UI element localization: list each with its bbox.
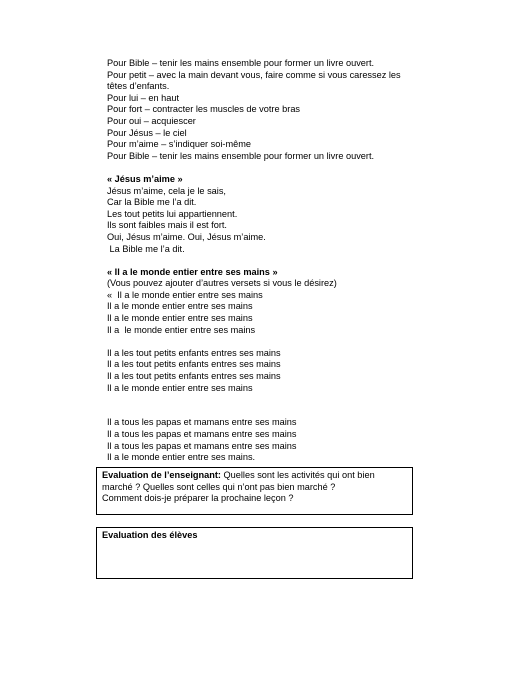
song-line: Il a le monde entier entre ses mains	[107, 313, 253, 324]
document-body	[107, 58, 423, 464]
song-line: Il a le monde entier entre ses mains.	[107, 452, 256, 463]
gesture-list	[107, 58, 423, 162]
gesture-line: Pour Bible – tenir les mains ensemble pour former un livre ouvert.	[107, 58, 375, 68]
song-line: Il a les tout petits enfants entres ses mains	[107, 371, 281, 382]
song-line: Il a les tout petits enfants entres ses mains	[107, 347, 281, 358]
song-title: « Il a le monde entier entre ses mains »	[107, 266, 278, 277]
song-line: Ils sont faibles mais il est fort.	[107, 220, 227, 231]
teacher-evaluation-text: Quelles sont les activités qui ont bien marché ? Quelles sont celles qui n’ont pas bien marché ?	[102, 470, 375, 492]
song-line: Il a le monde entier entre ses mains	[107, 301, 253, 312]
song-line: Les tout petits lui appartiennent.	[107, 208, 238, 219]
gesture-line: Pour m’aime – s’indiquer soi-même	[107, 139, 251, 150]
song-line: Il a tous les papas et mamans entre ses mains	[107, 440, 297, 451]
song-line: Il a le monde entier entre ses mains	[107, 382, 253, 393]
song-line: Il a tous les papas et mamans entre ses mains	[107, 417, 297, 428]
song-line: « Il a le monde entier entre ses mains	[107, 289, 263, 300]
gesture-line: Pour lui – en haut	[107, 92, 180, 103]
gesture-line: Pour fort – contracter les muscles de votre bras	[107, 104, 301, 115]
student-evaluation-label: Evaluation des élèves	[102, 530, 198, 540]
teacher-evaluation-text-2: Comment dois-je préparer la prochaine leçon ?	[102, 493, 294, 504]
song-note: (Vous pouvez ajouter d’autres versets si vous le désirez)	[107, 278, 337, 289]
song-line: Il a tous les papas et mamans entre ses mains	[107, 429, 297, 439]
teacher-evaluation-label: Evaluation de l’enseignant:	[102, 470, 221, 480]
song-line: Oui, Jésus m’aime. Oui, Jésus m’aime.	[107, 231, 266, 242]
gesture-line: Pour petit – avec la main devant vous, faire comme si vous caressez les têtes d’enfants.	[107, 69, 401, 92]
song-line: Car la Bible me l’a dit.	[107, 197, 197, 208]
teacher-evaluation-box	[96, 467, 413, 515]
student-evaluation-box	[96, 527, 413, 579]
gesture-line: Pour Jésus – le ciel	[107, 127, 187, 138]
song-line: La Bible me l’a dit.	[107, 243, 185, 254]
gesture-line: Pour Bible – tenir les mains ensemble pour former un livre ouvert.	[107, 150, 375, 161]
song-monde-entier	[107, 267, 423, 464]
song-title: « Jésus m’aime »	[107, 173, 183, 184]
gesture-line: Pour oui – acquiescer	[107, 115, 196, 126]
song-jesus-maime	[107, 174, 423, 255]
song-line: Il a les tout petits enfants entres ses mains	[107, 359, 281, 370]
song-line: Il a le monde entier entre ses mains	[107, 324, 256, 335]
song-line: Jésus m’aime, cela je le sais,	[107, 185, 226, 196]
